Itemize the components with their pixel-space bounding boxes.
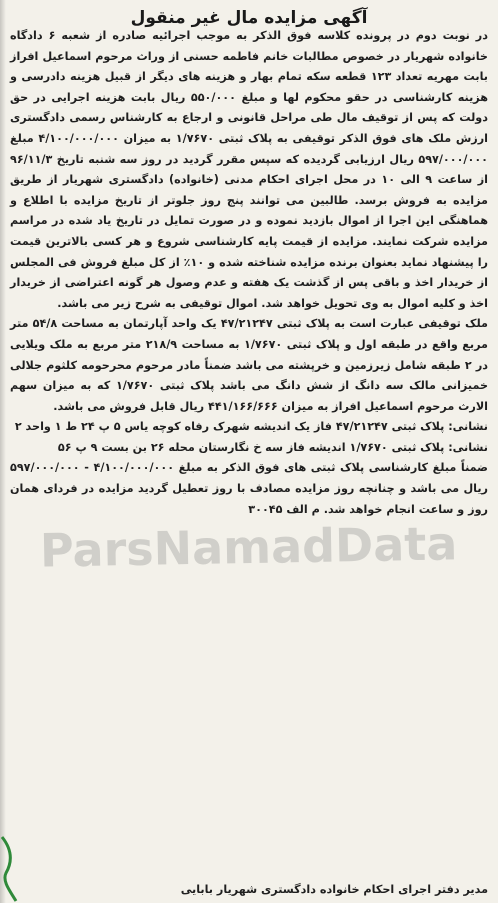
notice-paragraph-main: در نوبت دوم در پرونده کلاسه فوق الذکر به موجب اجرائیه صادره از شعبه ۶ دادگاه خانواده شهریار در خصوص مطالبات خانم فاطمه حسنی از وراث مرحوم اسماعیل افراز بابت مهریه تعداد ۱۲۳ قطعه سکه تمام بهار و هزینه های دیگر از قبیل هزینه دادرسی و هزینه کارشناسی در حقو محکوم لها و مبلغ ۵۵۰/۰۰۰ ریال بابت هزینه اجرایی در حق دولت که پس از توقیف مال طی مراحل قانونی و ارجاع به کارشناس رسمی دادگستری ارزش ملک های فوق الذکر توقیفی به پلاک ثبتی ۱/۷۶۷۰ به میزان ۴/۱۰۰/۰۰۰/۰۰۰ مبلغ ۵۹۷/۰۰۰/۰۰۰ ریال ارزیابی گردیده که سپس مقرر گردید در روز سه شنبه تاریخ ۹۶/۱۱/۳ از ساعت ۹ الی ۱۰ در محل اجرای احکام مدنی (خانواده) دادگستری شهریار از طریق مزایده به فروش برسد. طالبین می توانند پنج روز جلوتر از تاریخ مزایده با اطلاع و هماهنگی این اجرا از اموال بازدید نموده و در صورت تمایل در تاریخ یاد شده در مراسم مزایده شرکت نمایند. مزایده از قیمت پایه کارشناسی شروع و هر کسی بالاترین قیمت را پیشنهاد نماید بعنوان برنده مزایده شناخته شده و ۱۰٪ از کل مبلغ فروش فی المجلس از خریدار اخذ و باقی پس از گذشت یک هفته و عدم وصول هر گونه اعتراضی از خریدار اخذ و کلیه اموال به وی تحویل خواهد شد. اموال توقیفی به شرح زیر می باشد. xyxy=(10,29,489,310)
watermark-text: ParsNamadData xyxy=(39,516,458,578)
notice-paragraph-property: ملک توقیفی عبارت است به پلاک ثبتی ۴۷/۲۱۲۴۷ یک واحد آپارتمان به مساحت ۵۴/۸ متر مربع واقع در طبقه اول و پلاک ثبتی ۱/۷۶۷۰ به مساحت ۲۱۸/۹ متر مربع به ملک ویلایی در ۲ طبقه شامل زیرزمین و خرپشته می باشد ضمناً مادر مرحوم محرحومه کلثوم جلالی خمیزانی مالک سه دانگ از شش دانگ می باشد پلاک ثبتی ۱/۷۶۷۰ که به میزان سهم الارث مرحوم اسماعیل افراز به میزان ۴۴۱/۱۶۶/۶۶۶ ریال قابل فروش می باشد. xyxy=(10,317,489,413)
notice-paragraph-address-2: نشانی: پلاک ثبتی ۱/۷۶۷۰ اندیشه فاز سه خ نگارستان محله ۲۶ بن بست ۹ پ ۵۶ xyxy=(57,440,488,454)
notice-title: آگهی مزایده مال غیر منقول xyxy=(130,8,368,28)
notice-paragraph-address-1: نشانی: پلاک ثبتی ۴۷/۲۱۲۴۷ فاز یک اندیشه شهرک رفاه کوچه یاس ۵ پ ۲۴ ط ۱ واحد ۲ xyxy=(14,420,488,434)
notice-paragraph-valuation: ضمناً مبلغ کارشناسی پلاک ثبتی های فوق الذکر به مبلغ ۴/۱۰۰/۰۰۰/۰۰۰ - ۵۹۷/۰۰۰/۰۰۰ ریال می باشد و چنانچه روز مزایده مصادف با روز تعطیل گردید مزایده در فردای همان روز و ساعت انجام خواهد شد. م الف ۳۰۰۴۵ xyxy=(10,461,488,516)
notice-body xyxy=(10,26,488,520)
notice-signature: مدیر دفتر اجرای احکام خانواده دادگستری شهریار بابایی xyxy=(180,883,488,896)
scan-edge-shadow xyxy=(0,0,6,903)
green-ink-mark xyxy=(0,833,18,903)
